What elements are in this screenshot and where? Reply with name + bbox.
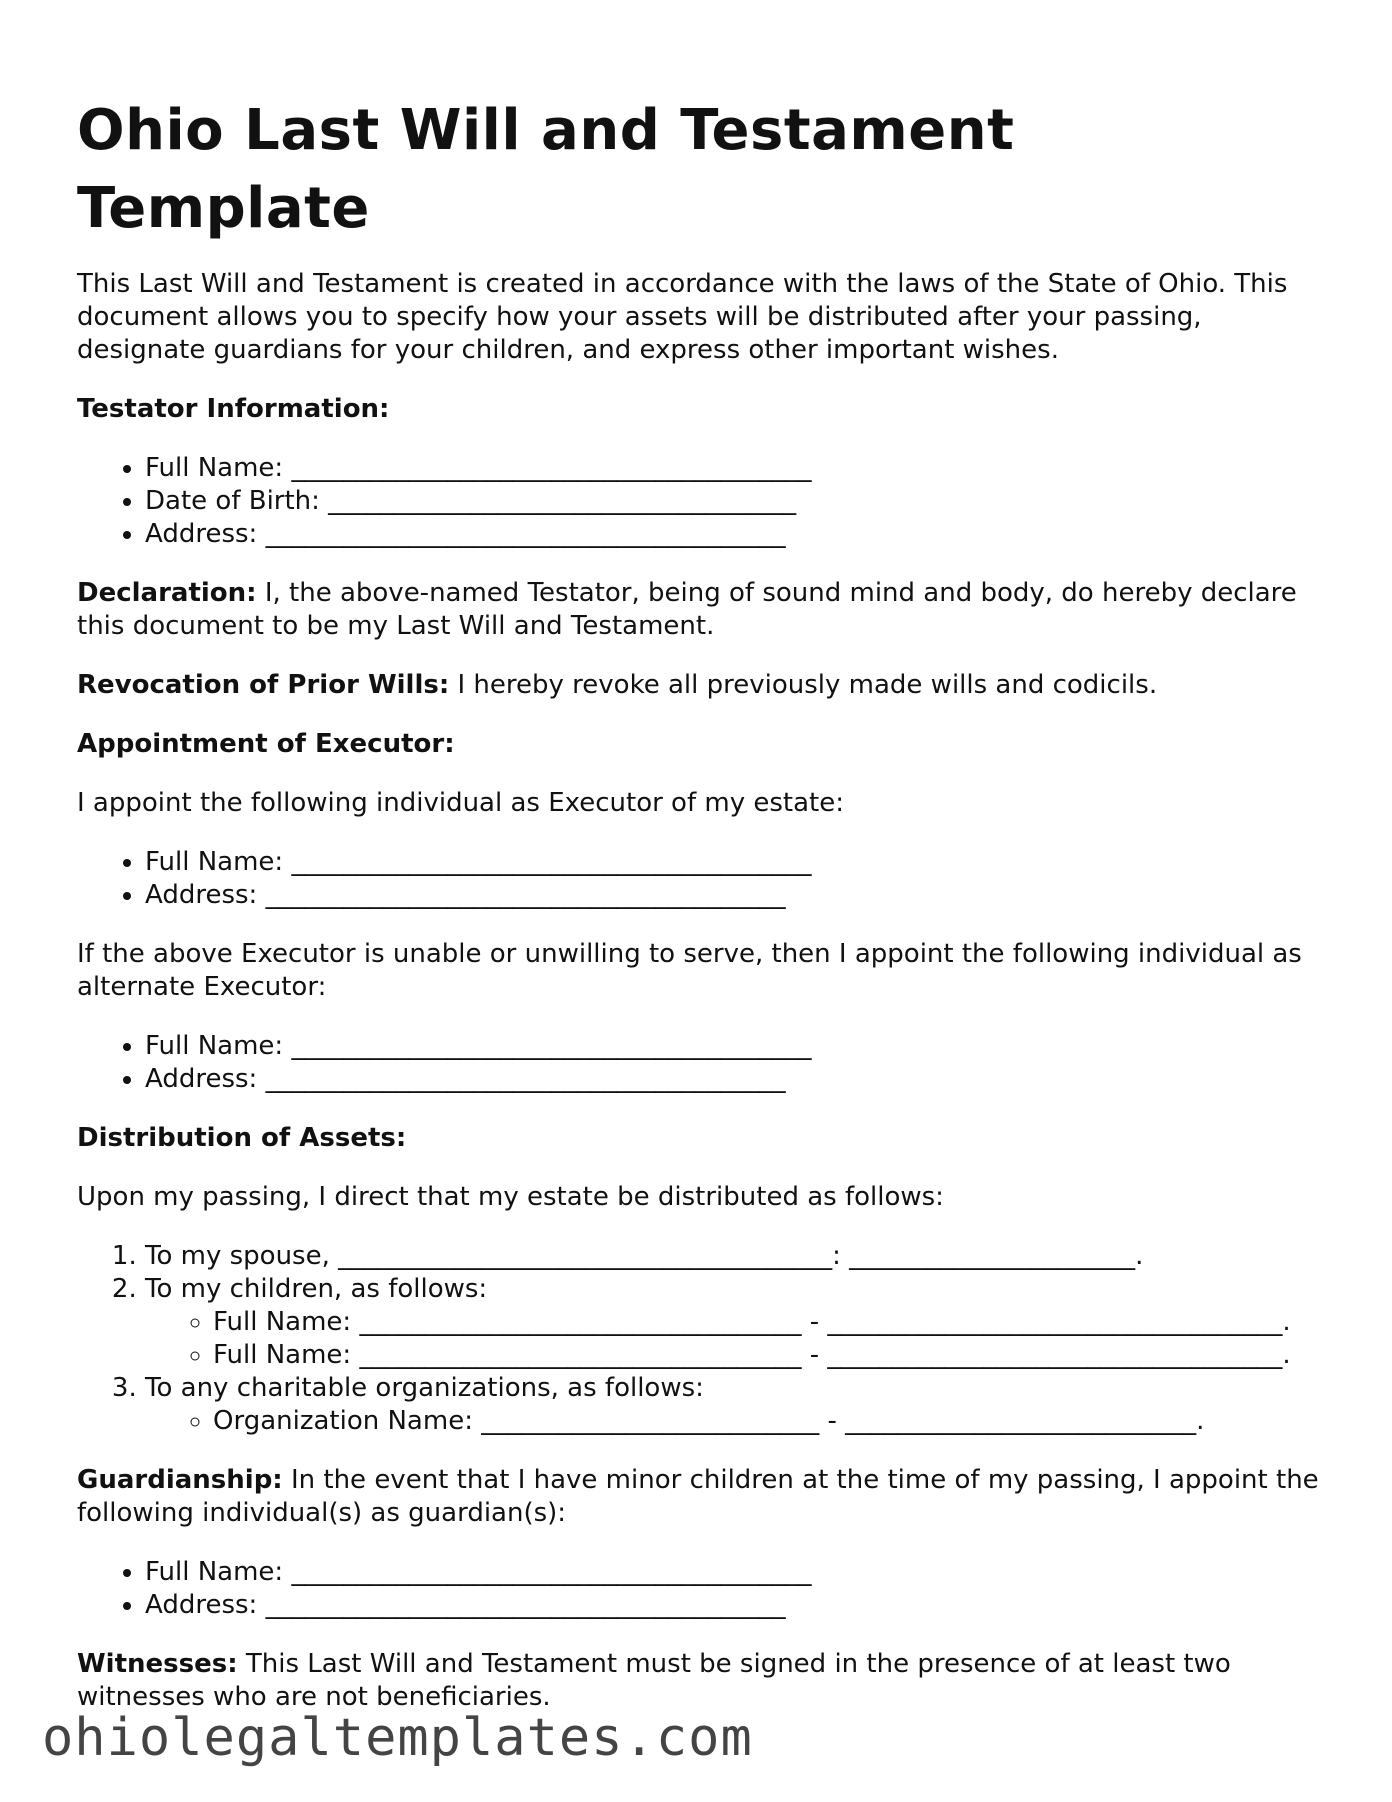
list-item: ◦ Full Name: __________________________________ - ___________________________________. — [213, 1306, 1327, 1339]
page-title: Ohio Last Will and Testament Template — [77, 98, 1015, 241]
list-item: • Full Name: ________________________________________ — [145, 1556, 1327, 1589]
testator-list — [77, 452, 1327, 551]
revocation-paragraph — [77, 669, 1327, 702]
guardianship-paragraph — [77, 1464, 1327, 1530]
declaration-label: Declaration: — [77, 578, 257, 608]
intro-paragraph: This Last Will and Testament is created in accordance with the laws of the State of Ohio. This document allows you to specify how your assets will be distributed after your passing, designate guardians for your children, and express other important wishes. — [77, 269, 1288, 365]
site-watermark: ohiolegaltemplates.com — [42, 1708, 753, 1768]
list-item: • Address: ________________________________________ — [145, 1063, 1327, 1096]
children-list — [145, 1306, 1327, 1372]
list-item: • Full Name: ________________________________________ — [145, 846, 1327, 879]
list-item: 1. To my spouse, ______________________________________: ______________________. — [145, 1240, 1327, 1273]
guardianship-label: Guardianship: — [77, 1465, 283, 1495]
executor-heading: Appointment of Executor: — [77, 729, 455, 759]
distribution-heading: Distribution of Assets: — [77, 1123, 407, 1153]
children-label: To my children, as follows: — [145, 1274, 488, 1304]
witnesses-text: This Last Will and Testament must be signed in the presence of at least two witnesses who are not beneficiaries. — [77, 1649, 1231, 1712]
declaration-text: I, the above-named Testator, being of sound mind and body, do hereby declare this document to be my Last Will and Testament. — [77, 578, 1297, 641]
declaration-paragraph — [77, 577, 1327, 643]
list-item: • Date of Birth: ____________________________________ — [145, 485, 1327, 518]
guardianship-list — [77, 1556, 1327, 1622]
alternate-executor-list — [77, 1030, 1327, 1096]
witnesses-label: Witnesses: — [77, 1649, 238, 1679]
list-item: • Full Name: ________________________________________ — [145, 1030, 1327, 1063]
distribution-list — [77, 1240, 1327, 1438]
list-item: ◦ Organization Name: __________________________ - ___________________________. — [213, 1405, 1327, 1438]
list-item: • Full Name: ________________________________________ — [145, 452, 1327, 485]
document-page — [77, 92, 1327, 1740]
alternate-executor-text: If the above Executor is unable or unwilling to serve, then I appoint the following individual as alternate Executor: — [77, 939, 1302, 1002]
revocation-text: I hereby revoke all previously made wills and codicils. — [449, 670, 1158, 700]
distribution-text: Upon my passing, I direct that my estate be distributed as follows: — [77, 1182, 944, 1212]
executor-text: I appoint the following individual as Executor of my estate: — [77, 788, 844, 818]
guardianship-text: In the event that I have minor children at the time of my passing, I appoint the following individual(s) as guardian(s): — [77, 1465, 1319, 1528]
testator-heading: Testator Information: — [77, 394, 390, 424]
list-item: ◦ Full Name: __________________________________ - ___________________________________. — [213, 1339, 1327, 1372]
list-item — [145, 1372, 1327, 1438]
charities-label: To any charitable organizations, as follows: — [145, 1373, 704, 1403]
executor-list — [77, 846, 1327, 912]
list-item: • Address: ________________________________________ — [145, 1589, 1327, 1622]
list-item: • Address: ________________________________________ — [145, 518, 1327, 551]
revocation-label: Revocation of Prior Wills: — [77, 670, 450, 700]
charities-list — [145, 1405, 1327, 1438]
list-item: • Address: ________________________________________ — [145, 879, 1327, 912]
list-item — [145, 1273, 1327, 1372]
witnesses-paragraph — [77, 1648, 1327, 1714]
